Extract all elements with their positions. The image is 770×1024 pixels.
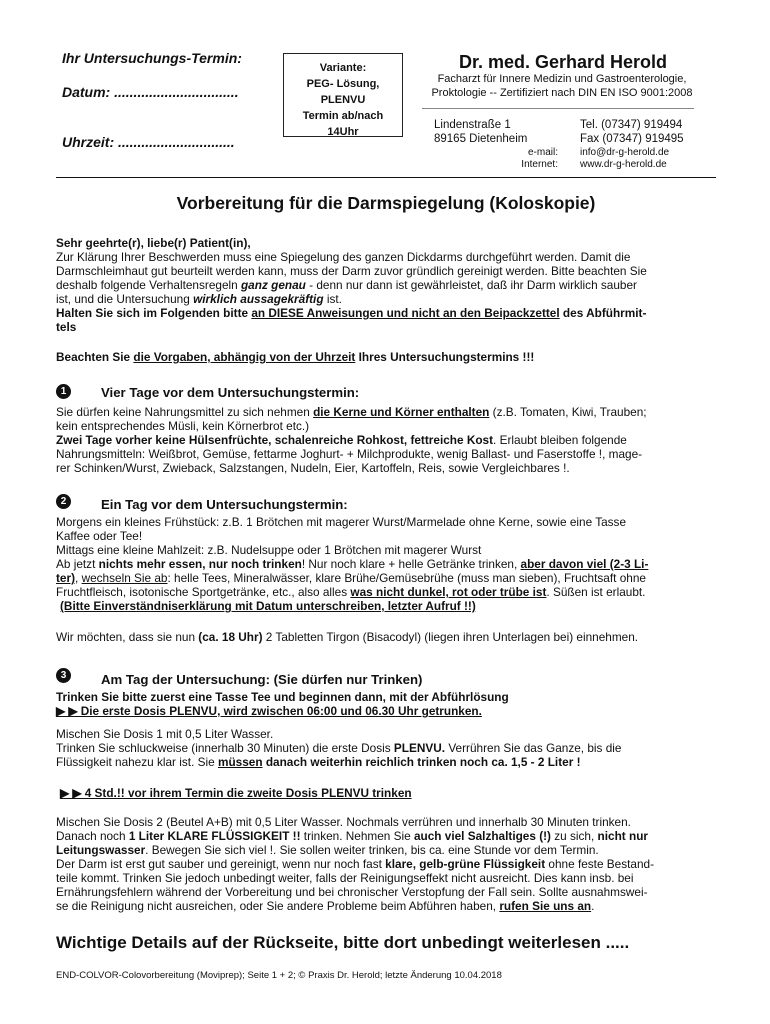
- bold-text: nicht nur: [597, 829, 649, 843]
- fax: Fax (07347) 919495: [580, 133, 684, 145]
- underlined-text: was nicht dunkel, rot oder trübe ist: [350, 585, 547, 599]
- section-line: [56, 899, 594, 914]
- text-run: trinken. Nehmen Sie: [300, 829, 414, 843]
- internet-label: Internet:: [521, 159, 558, 170]
- text-run: Ihres Untersuchungstermins !!!: [355, 350, 535, 364]
- text-run: .: [591, 899, 595, 913]
- section-line: Mischen Sie Dosis 1 mit 0,5 Liter Wasser.: [56, 727, 274, 741]
- text-run: ist, und die Untersuchung: [56, 292, 194, 306]
- underlined-text: die Vorgaben, abhängig von der Uhrzeit: [133, 350, 356, 364]
- intro-line: [56, 292, 342, 307]
- text-run: Fruchtfleisch, isotonische Sportgetränke, etc., also alles: [56, 585, 351, 599]
- section-line: [56, 857, 654, 872]
- emphasis-text: ganz genau: [240, 278, 306, 292]
- uhrzeit-note: [56, 350, 534, 365]
- section-line: [56, 585, 645, 600]
- underlined-text: aber davon viel (2-3 Li-: [520, 557, 649, 571]
- email-label: e-mail:: [527, 147, 558, 158]
- section-line: [56, 829, 648, 844]
- section-line: Morgens ein kleines Frühstück: z.B. 1 Brötchen mit magerer Wurst/Marmelade ohne Kerne, sowie eine Tasse: [56, 515, 627, 529]
- bold-text: klare, gelb-grüne Flüssigkeit: [385, 857, 546, 871]
- bold-text: nichts mehr essen, nur noch trinken: [98, 557, 302, 571]
- section-heading: Am Tag der Untersuchung: (Sie dürfen nur Trinken): [101, 672, 423, 687]
- variant-line: PEG- Lösung,: [306, 78, 380, 90]
- number-one-icon: 1: [56, 384, 71, 399]
- specialty-line-1: Facharzt für Innere Medizin und Gastroenterologie,: [437, 73, 687, 85]
- text-run: Trinken Sie schluckweise (innerhalb 30 Minuten) die erste Dosis: [56, 741, 394, 755]
- title-divider: [56, 177, 716, 178]
- variant-box: [283, 53, 403, 137]
- underlined-text: müssen: [217, 755, 263, 769]
- text-run: Flüssigkeit nahezu klar ist. Sie: [56, 755, 218, 769]
- bold-text: PLENVU.: [393, 741, 446, 755]
- section-line: Nahrungsmitteln: Weißbrot, Gemüse, fettarme Joghurt- + Milchprodukte, wenig Ballast- und Faserstoffe !, mage-: [56, 447, 643, 461]
- text-run: Wir möchten, dass sie nun: [56, 630, 199, 644]
- city: 89165 Dietenheim: [434, 133, 528, 145]
- date-field: Datum: ................................: [62, 84, 239, 100]
- section-heading: Ein Tag vor dem Untersuchungstermin:: [101, 497, 348, 512]
- text-run: ,: [75, 571, 82, 585]
- time-field: Uhrzeit: ..............................: [62, 134, 235, 150]
- text-run: ! Nur noch klare + helle Getränke trinken,: [301, 557, 521, 571]
- bold-text: danach weiterhin reichlich trinken noch ca. 1,5 - 2 Liter !: [262, 755, 581, 769]
- text-run: Verrühren Sie das Ganze, bis die: [445, 741, 622, 755]
- underlined-text: rufen Sie uns an: [499, 899, 592, 913]
- text-run: ohne feste Bestand-: [545, 857, 655, 871]
- text-run: Der Darm ist erst gut sauber und gereinigt, wenn nur noch fast: [56, 857, 386, 871]
- text-run: Ab jetzt: [56, 557, 99, 571]
- section-line: Trinken Sie bitte zuerst eine Tasse Tee und beginnen dann, mit der Abführlösung: [56, 690, 509, 704]
- footer: END-COLVOR-Colovorbereitung (Moviprep); Seite 1 + 2; © Praxis Dr. Herold; letzte Änderung 10.04.2018: [56, 970, 502, 981]
- text-run: . Süßen ist erlaubt.: [546, 585, 646, 599]
- variant-line: Termin ab/nach: [302, 110, 384, 122]
- intro-line: Zur Klärung Ihrer Beschwerden muss eine Spiegelung des ganzen Dickdarms durchgeführt werden. Damit die: [56, 250, 631, 264]
- text-run: . Bewegen Sie sich viel !. Sie sollen weiter trinken, bis ca. eine Stunde vor dem Termin.: [145, 843, 599, 857]
- intro-line: [56, 278, 637, 293]
- bold-text: (ca. 18 Uhr): [198, 630, 263, 644]
- section-line: [56, 630, 638, 645]
- variant-line: 14Uhr: [327, 126, 359, 138]
- intro-line: [56, 306, 646, 321]
- variant-line: Variante:: [319, 62, 367, 74]
- text-run: Danach noch: [56, 829, 129, 843]
- text-run: Beachten Sie: [56, 350, 134, 364]
- text-run: 2 Tabletten Tirgon (Bisacodyl) (liegen ihren Unterlagen bei) einnehmen.: [262, 630, 639, 644]
- section-line: [56, 843, 599, 858]
- underlined-text: die Kerne und Körner enthalten: [313, 405, 490, 419]
- text-run: se die Reinigung nicht ausreichen, oder Sie andere Probleme beim Abführen haben,: [56, 899, 500, 913]
- underlined-text: ter): [56, 571, 76, 585]
- phone: Tel. (07347) 919494: [580, 119, 683, 131]
- section-line: kein entsprechendes Müsli, kein Körnerbrot etc.): [56, 419, 310, 433]
- header-divider: [422, 108, 694, 109]
- text-run: des Abführmit-: [559, 306, 647, 320]
- text-run: . Erlaubt bleiben folgende: [493, 433, 627, 447]
- underlined-text: an DIESE Anweisungen und nicht an den Beipackzettel: [251, 306, 560, 320]
- second-dose-instruction: ▶ ▶ 4 Std.!! vor ihrem Termin die zweite Dosis PLENVU trinken: [60, 786, 412, 800]
- number-two-icon: 2: [56, 494, 71, 509]
- section-line: [56, 433, 627, 448]
- number-three-icon: 3: [56, 668, 71, 683]
- specialty-line-2: Proktologie -- Zertifiziert nach DIN EN ISO 9001:2008: [431, 87, 693, 99]
- doctor-name: Dr. med. Gerhard Herold: [458, 52, 668, 72]
- text-run: Sie dürfen keine Nahrungsmittel zu sich nehmen: [56, 405, 314, 419]
- text-run: deshalb folgende Verhaltensregeln: [56, 278, 241, 292]
- underlined-text: wechseln Sie ab: [81, 571, 168, 585]
- text-run: zu sich,: [550, 829, 598, 843]
- section-line: teile kommt. Trinken Sie jedoch unbedingt weiter, falls der Reinigungseffekt nicht ausreicht. Dies kann insb. bei: [56, 871, 634, 885]
- bold-text: Zwei Tage vorher keine Hülsenfrüchte, schalenreiche Rohkost, fettreiche Kost: [56, 433, 494, 447]
- section-line: rer Schinken/Wurst, Zwieback, Salzstangen, Nudeln, Eier, Kartoffeln, Reis, sowie Vergleichbares !.: [56, 461, 570, 475]
- greeting: Sehr geehrte(r), liebe(r) Patient(in),: [56, 236, 251, 250]
- page-title: Vorbereitung für die Darmspiegelung (Koloskopie): [176, 193, 596, 213]
- text-run: (z.B. Tomaten, Kiwi, Trauben;: [489, 405, 647, 419]
- variant-line: PLENVU: [320, 94, 366, 106]
- section-line: [56, 755, 581, 770]
- section-line: Kaffee oder Tee!: [56, 529, 143, 543]
- section-line: [56, 741, 621, 756]
- intro-line: Darmschleimhaut gut beurteilt werden kann, muss der Darm zuvor gründlich gereinigt werden. Bitte beachten Sie: [56, 264, 647, 278]
- section-heading: Vier Tage vor dem Untersuchungstermin:: [101, 385, 360, 400]
- text-run: - denn nur dann ist gewährleistet, daß ihr Darm wirklich sauber: [305, 278, 637, 292]
- section-line: Ernährungsfehlern während der Vorbereitung und bei chronischer Verstopfung der Fall sein. Sollte ausnahmswei-: [56, 885, 648, 899]
- important-note: Wichtige Details auf der Rückseite, bitte dort unbedingt weiterlesen .....: [56, 933, 630, 952]
- section-line: [56, 571, 646, 586]
- emphasis-text: wirklich aussagekräftig: [193, 292, 324, 306]
- website-link[interactable]: www.dr-g-herold.de: [580, 159, 667, 170]
- first-dose-instruction: ▶ ▶ Die erste Dosis PLENVU, wird zwischen 06:00 und 06.30 Uhr getrunken.: [56, 704, 482, 718]
- consent-note: (Bitte Einverständniserklärung mit Datum unterschreiben, letzter Aufruf !!): [60, 599, 476, 613]
- text-run: Halten Sie sich im Folgenden bitte: [56, 306, 252, 320]
- section-line: Mittags eine kleine Mahlzeit: z.B. Nudelsuppe oder 1 Brötchen mit magerer Wurst: [56, 543, 482, 557]
- intro-line: tels: [56, 320, 77, 334]
- text-run: ist.: [323, 292, 342, 306]
- bold-text: auch viel Salzhaltiges (!): [413, 829, 551, 843]
- bold-text: 1 Liter KLARE FLÜSSIGKEIT !!: [128, 829, 301, 843]
- text-run: : helle Tees, Mineralwässer, klare Brühe/Gemüsebrühe (muss man sieben), Fruchtsaft ohne: [167, 571, 646, 585]
- doctor-specialty: [412, 72, 712, 100]
- appointment-label: Ihr Untersuchungs-Termin:: [62, 50, 242, 66]
- section-line: Mischen Sie Dosis 2 (Beutel A+B) mit 0,5 Liter Wasser. Nochmals verrühren und innerhalb 30 Minuten trinken.: [56, 815, 631, 829]
- email-link[interactable]: info@dr-g-herold.de: [580, 147, 670, 158]
- bold-text: Leitungswasser: [56, 843, 146, 857]
- street: Lindenstraße 1: [434, 119, 511, 131]
- section-line: [56, 557, 648, 572]
- section-line: [56, 405, 647, 420]
